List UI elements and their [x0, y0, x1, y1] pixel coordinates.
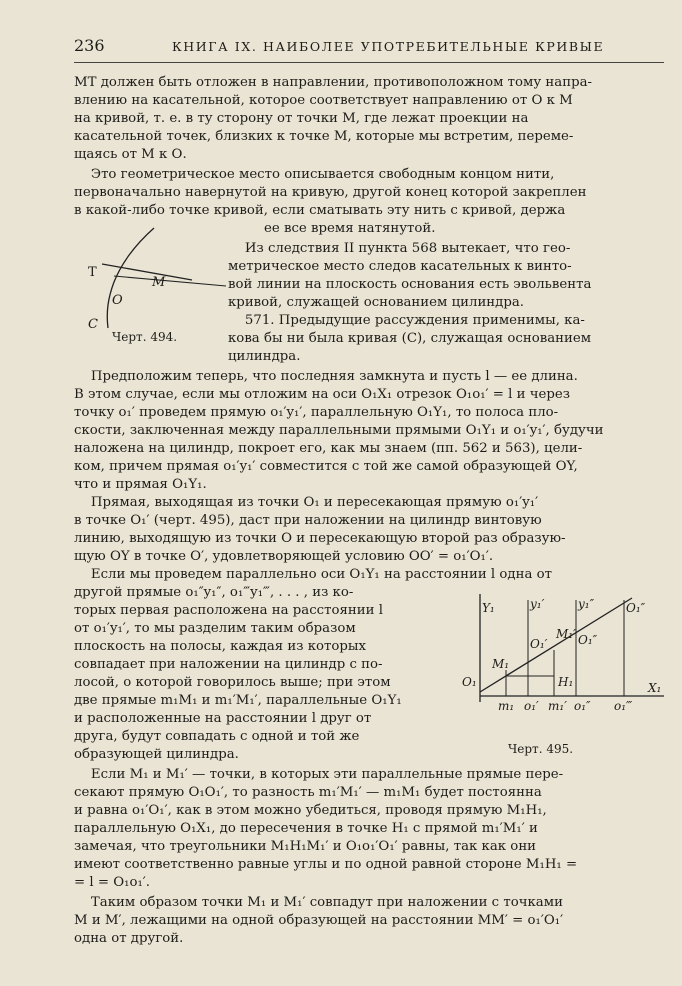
text-line: одна от другой. [74, 931, 184, 946]
text-line: М и М′, лежащими на одной образующей на расстоянии MM′ = o₁′O₁′ [74, 913, 564, 928]
label-o1prime-axis: o₁′ [524, 699, 539, 713]
text-line: друга, будут совпадать с одной и той же [74, 729, 360, 744]
text-line: от o₁′y₁′, то мы разделим таким образом [74, 621, 356, 636]
label-o1prime: O₁′ [530, 637, 548, 651]
text-line: образующей цилиндра. [74, 747, 239, 762]
text-line: имеют соответственно равные углы и по одной равной стороне M₁H₁ = [74, 857, 578, 872]
label-y1dprime: y₁″ [578, 597, 595, 611]
label-o1dprime-top: O₁″ [626, 601, 646, 615]
label-o1dprime: O₁″ [578, 633, 598, 647]
label-m1prime-axis: m₁′ [548, 699, 567, 713]
text-line: в какой-либо точке кривой, если сматывать эту нить с кривой, держа [74, 203, 566, 218]
text-line: В этом случае, если мы отложим на оси O₁X₁ отрезок O₁o₁′ = l и через [74, 387, 571, 402]
label-o1tprime-axis: o₁‴ [614, 699, 633, 713]
text-line: Если M₁ и M₁′ — точки, в которых эти параллельные прямые пере- [74, 767, 564, 782]
text-line: плоскость на полосы, каждая из которых [74, 639, 366, 654]
label-o1dprime-axis: o₁″ [574, 699, 591, 713]
text-line: щую OY в точке O′, удовлетворяющей условию OO′ = o₁′O₁′. [74, 549, 494, 564]
text-line: лосой, о которой говорилось выше; при этом [74, 675, 391, 690]
text-line: Это геометрическое место описывается свободным концом нити, [74, 167, 555, 182]
label-m1: M₁ [492, 657, 510, 671]
text-line: первоначально навернутой на кривую, другой конец которой закреплен [74, 185, 587, 200]
text-line: совпадает при наложении на цилиндр с по- [74, 657, 383, 672]
label-o1: O₁ [462, 675, 477, 689]
text-line: и равна o₁′O₁′, как в этом можно убедиться, проводя прямую M₁H₁, [74, 803, 547, 818]
text-line: Предположим теперь, что последняя замкнута и пусть l — ее длина. [74, 369, 578, 384]
figure-495-caption: Черт. 495. [508, 742, 574, 756]
text-line: ее все время натянутой. [264, 221, 436, 236]
text-line: Из следствия II пункта 568 вытекает, что гео- [228, 241, 571, 256]
page-header [74, 36, 664, 58]
page-number: 236 [74, 36, 105, 55]
text-line: Если мы проведем параллельно оси O₁Y₁ на расстоянии l одна от [74, 567, 552, 582]
figure-495 [462, 588, 668, 738]
text-line: параллельную O₁X₁, до пересечения в точке H₁ с прямой m₁′M₁′ и [74, 821, 538, 836]
text-line: точку o₁′ проведем прямую o₁′y₁′, параллельную O₁Y₁, то полоса пло- [74, 405, 559, 420]
label-h1: H₁ [558, 675, 574, 689]
label-m1prime: M₁′ [556, 627, 576, 641]
text-line: другой прямые o₁″y₁″, o₁‴y₁‴, . . . , из ко- [74, 585, 354, 600]
text-line: МТ должен быть отложен в направлении, противоположном тому напра- [74, 75, 593, 90]
text-line: метрическое место следов касательных к винто- [228, 259, 572, 274]
figure-494-caption: Черт. 494. [112, 330, 178, 344]
text-line: щаясь от М к О. [74, 147, 187, 162]
text-line: линию, выходящую из точки O и пересекающую второй раз образую- [74, 531, 566, 546]
text-line: 571. Предыдущие рассуждения применимы, ка- [228, 313, 585, 328]
text-line: кривой, служащей основанием цилиндра. [228, 295, 525, 310]
text-line: Прямая, выходящая из точки O₁ и пересекающая прямую o₁′y₁′ [74, 495, 539, 510]
fig494-label-o: O [112, 293, 123, 308]
label-m1-axis: m₁ [498, 699, 515, 713]
text-line: цилиндра. [228, 349, 301, 364]
fig494-label-m: M [152, 275, 166, 290]
text-line: на кривой, т. е. в ту сторону от точки М, где лежат проекции на [74, 111, 529, 126]
text-line: замечая, что треугольники M₁H₁M₁′ и O₁o₁′O₁′ равны, так как они [74, 839, 537, 854]
figure-494 [84, 224, 242, 340]
text-line: в точке O₁′ (черт. 495), даст при наложении на цилиндр винтовую [74, 513, 542, 528]
header-rule [74, 62, 664, 63]
text-line: наложена на цилиндр, покроет его, как мы знаем (пп. 562 и 563), цели- [74, 441, 583, 456]
running-title: КНИГА IX. НАИБОЛЕЕ УПОТРЕБИТЕЛЬНЫЕ КРИВЫЕ [172, 39, 605, 54]
text-line: скости, заключенная между параллельными прямыми O₁Y₁ и o₁′y₁′, будучи [74, 423, 604, 438]
text-line: касательной точек, близких к точке М, которые мы встретим, переме- [74, 129, 574, 144]
text-line: вой линии на плоскость основания есть эвольвента [228, 277, 592, 292]
text-line: = l = O₁o₁′. [74, 875, 151, 890]
label-x1: X₁ [648, 681, 662, 695]
text-line: и расположенные на расстоянии l друг от [74, 711, 372, 726]
text-line: что и прямая O₁Y₁. [74, 477, 207, 492]
diagonal-line [480, 598, 632, 692]
text-line: две прямые m₁M₁ и m₁′M₁′, параллельные O₁Y₁ [74, 693, 402, 708]
text-line: торых первая расположена на расстоянии l [74, 603, 383, 618]
perp-line [114, 276, 226, 286]
text-line: ком, причем прямая o₁′y₁′ совместится с той же самой образующей OY, [74, 459, 578, 474]
text-line: кова бы ни была кривая (С), служащая основанием [228, 331, 592, 346]
fig494-label-c: C [88, 317, 98, 332]
label-y1: Y₁ [482, 601, 495, 615]
text-line: секают прямую O₁O₁′, то разность m₁′M₁′ — m₁M₁ будет постоянна [74, 785, 542, 800]
text-line: Таким образом точки M₁ и M₁′ совпадут при наложении с точками [74, 895, 563, 910]
label-y1prime: y₁′ [530, 597, 545, 611]
fig494-label-t: T [88, 265, 97, 280]
text-line: влению на касательной, которое соответствует направлению от О к М [74, 93, 573, 108]
